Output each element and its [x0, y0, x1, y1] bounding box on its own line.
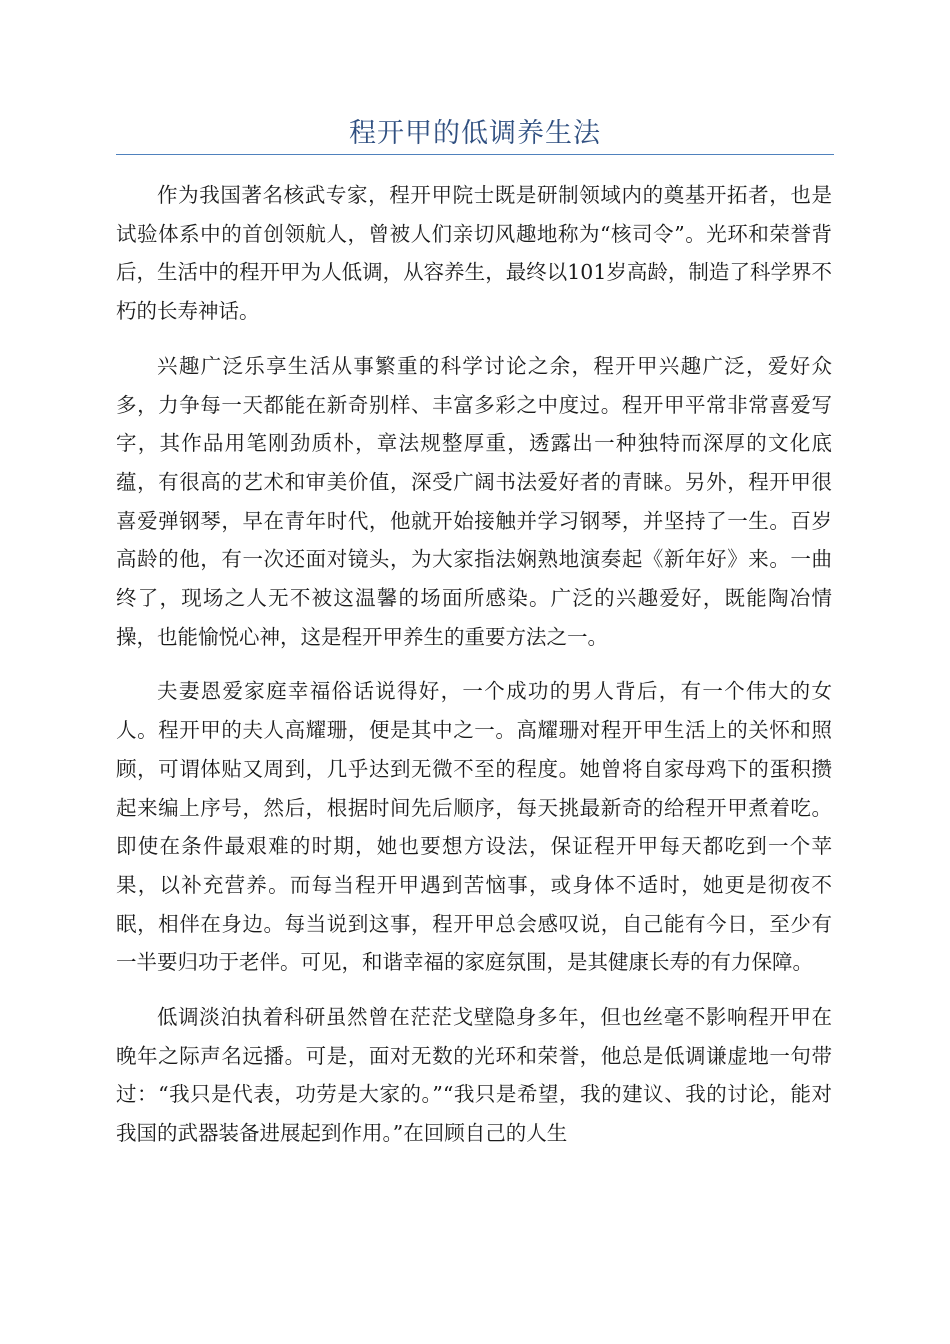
paragraph-family: 夫妻恩爱家庭幸福俗话说得好，一个成功的男人背后，有一个伟大的女人。程开甲的夫人高耀珊，便是其中之一。高耀珊对程开甲生活上的关怀和照顾，可谓体贴又周到，几乎达到无微不至的程度。她曾将自家母鸡下的蛋积攒起来编上序号，然后，根据时间先后顺序，每天挑最新奇的给程开甲煮着吃。即使在条件最艰难的时期，她也要想方设法，保证程开甲每天都吃到一个苹果，以补充营养。而每当程开甲遇到苦恼事，或身体不适时，她更是彻夜不眠，相伴在身边。每当说到这事，程开甲总会感叹说，自己能有今日，至少有一半要归功于老伴。可见，和谐幸福的家庭氛围，是其健康长寿的有力保障。 [116, 679, 832, 975]
document-title: 程开甲的低调养生法 [349, 118, 601, 149]
title-underline [116, 154, 834, 155]
paragraph-intro: 作为我国著名核武专家，程开甲院士既是研制领域内的奠基开拓者，也是试验体系中的首创领航人，曾被人们亲切风趣地称为“核司令”。光环和荣誉背后，生活中的程开甲为人低调，从容养生，最终以101岁高龄，制造了科学界不朽的长寿神话。 [116, 183, 832, 324]
paragraph-modesty: 低调淡泊执着科研虽然曾在茫茫戈壁隐身多年，但也丝毫不影响程开甲在晚年之际声名远播。可是，面对无数的光环和荣誉，他总是低调谦虚地一句带过：“我只是代表，功劳是大家的。”“我只是希望，我的建议、我的讨论，能对我国的武器装备进展起到作用。”在回顾自己的人生 [116, 1005, 832, 1146]
document-body [116, 176, 832, 1169]
paragraph-hobbies: 兴趣广泛乐享生活从事繁重的科学讨论之余，程开甲兴趣广泛，爱好众多，力争每一天都能在新奇别样、丰富多彩之中度过。程开甲平常非常喜爱写字，其作品用笔刚劲质朴，章法规整厚重，透露出一种独特而深厚的文化底蕴，有很高的艺术和审美价值，深受广阔书法爱好者的青睐。另外，程开甲很喜爱弹钢琴，早在青年时代，他就开始接触并学习钢琴，并坚持了一生。百岁高龄的他，有一次还面对镜头，为大家指法娴熟地演奏起《新年好》来。一曲终了，现场之人无不被这温馨的场面所感染。广泛的兴趣爱好，既能陶冶情操，也能愉悦心神，这是程开甲养生的重要方法之一。 [116, 353, 832, 649]
